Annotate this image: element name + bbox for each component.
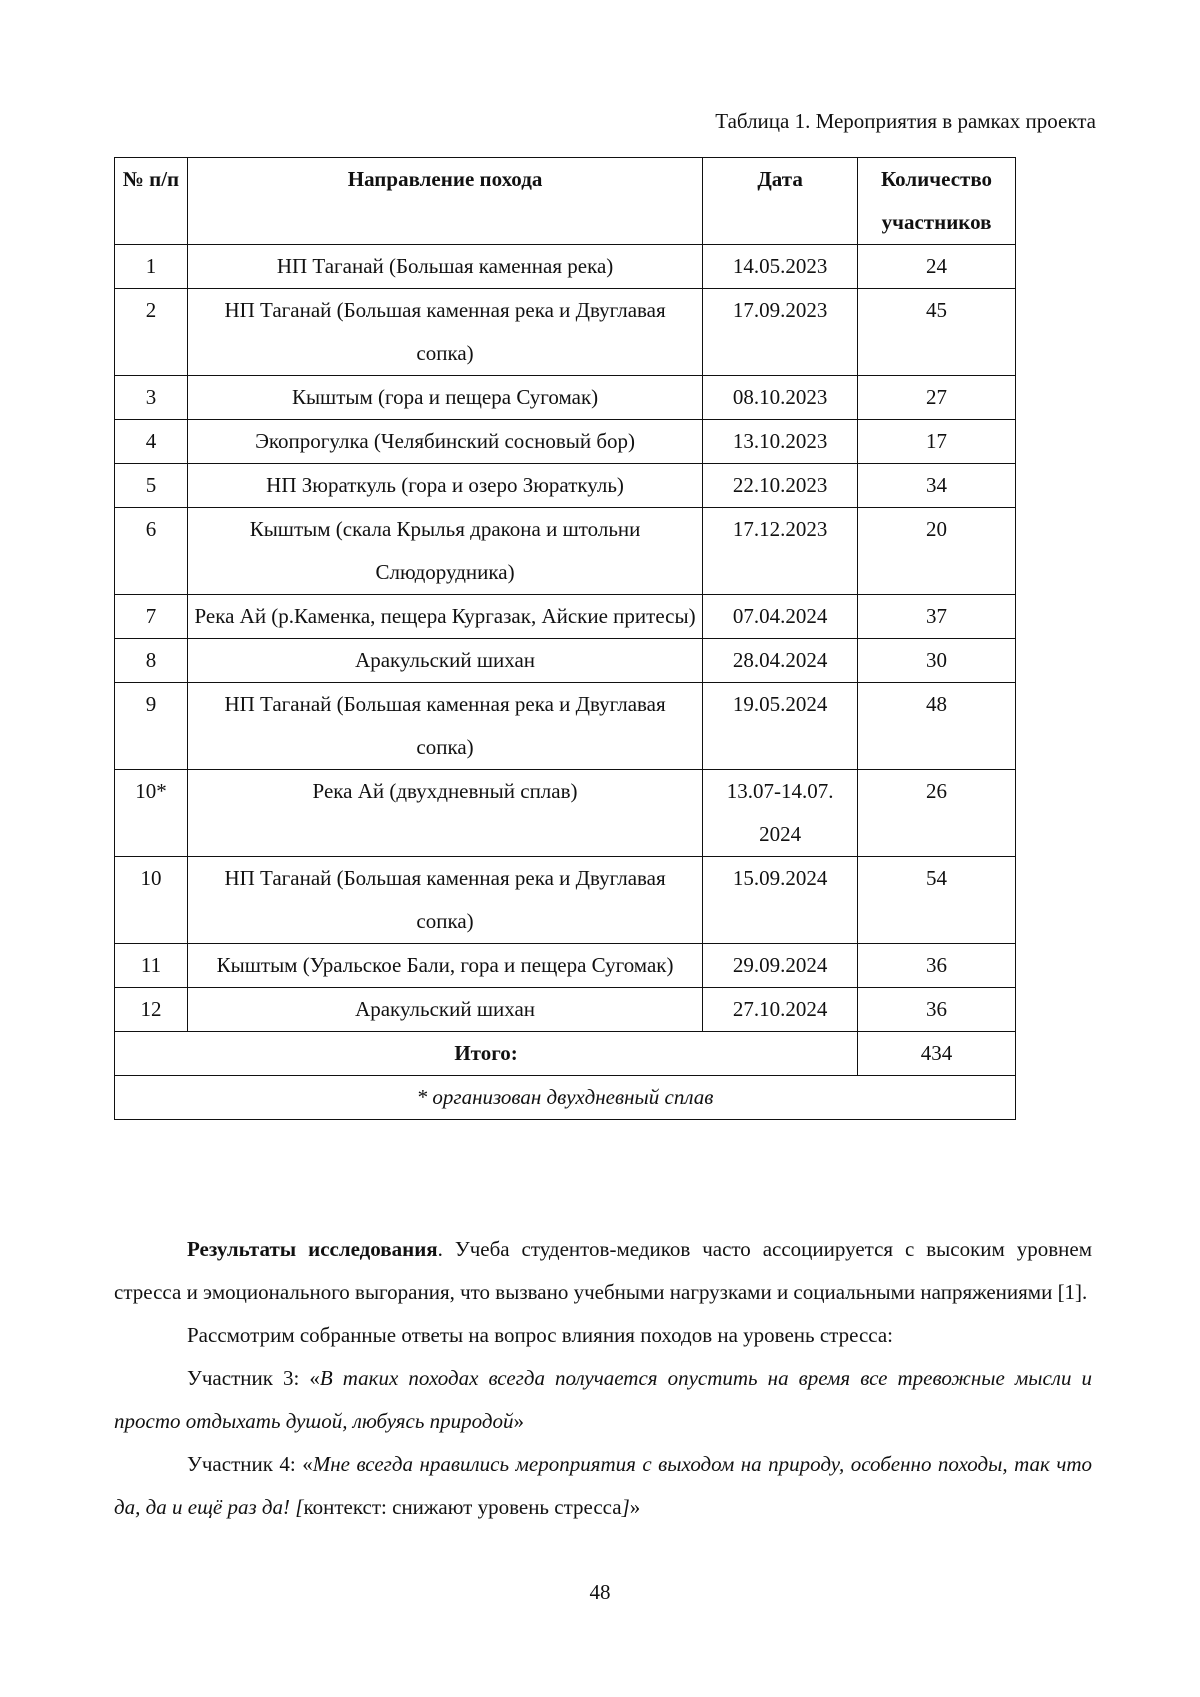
cell-num: 9 [115, 683, 188, 770]
cell-date: 13.07-14.07. 2024 [703, 770, 858, 857]
table-row [115, 464, 1016, 508]
cell-count: 20 [858, 508, 1016, 595]
table-row [115, 683, 1016, 770]
cell-direction: НП Зюраткуль (гора и озеро Зюраткуль) [187, 464, 702, 508]
total-label: Итого: [115, 1032, 858, 1076]
cell-date: 19.05.2024 [703, 683, 858, 770]
footnote-row [115, 1076, 1016, 1120]
cell-direction: Аракульский шихан [187, 639, 702, 683]
cell-direction: НП Таганай (Большая каменная река и Двуглавая сопка) [187, 683, 702, 770]
cell-date: 13.10.2023 [703, 420, 858, 464]
total-row [115, 1032, 1016, 1076]
cell-count: 24 [858, 245, 1016, 289]
cell-direction: Кыштым (скала Крылья дракона и штольни Слюдорудника) [187, 508, 702, 595]
table-row [115, 376, 1016, 420]
cell-direction: НП Таганай (Большая каменная река и Двуглавая сопка) [187, 289, 702, 376]
table-row [115, 595, 1016, 639]
cell-count: 27 [858, 376, 1016, 420]
cell-count: 34 [858, 464, 1016, 508]
table-row [115, 988, 1016, 1032]
table-footnote: * организован двухдневный сплав [115, 1076, 1016, 1120]
cell-num: 8 [115, 639, 188, 683]
cell-date: 07.04.2024 [703, 595, 858, 639]
cell-count: 36 [858, 944, 1016, 988]
table-row [115, 289, 1016, 376]
table-caption: Таблица 1. Мероприятия в рамках проекта [715, 109, 1096, 133]
header-num: № п/п [115, 158, 188, 245]
cell-date: 08.10.2023 [703, 376, 858, 420]
cell-direction: Экопрогулка (Челябинский сосновый бор) [187, 420, 702, 464]
quote-participant-3 [114, 1357, 1092, 1443]
cell-num: 2 [115, 289, 188, 376]
body-text [114, 1228, 1092, 1529]
header-date: Дата [703, 158, 858, 245]
cell-count: 30 [858, 639, 1016, 683]
cell-count: 54 [858, 857, 1016, 944]
cell-date: 17.09.2023 [703, 289, 858, 376]
cell-direction: Кыштым (гора и пещера Сугомак) [187, 376, 702, 420]
header-direction: Направление похода [187, 158, 702, 245]
cell-count: 26 [858, 770, 1016, 857]
table-row [115, 420, 1016, 464]
quote2-speaker: Участник 4: « [187, 1452, 313, 1476]
cell-num: 11 [115, 944, 188, 988]
cell-num: 1 [115, 245, 188, 289]
header-count: Количество участников [858, 158, 1016, 245]
cell-direction: НП Таганай (Большая каменная река и Двуглавая сопка) [187, 857, 702, 944]
total-value: 434 [858, 1032, 1016, 1076]
table-row [115, 944, 1016, 988]
cell-num: 6 [115, 508, 188, 595]
results-heading: Результаты исследования [187, 1237, 438, 1261]
cell-count: 36 [858, 988, 1016, 1032]
cell-num: 10* [115, 770, 188, 857]
cell-num: 5 [115, 464, 188, 508]
results-text: . Учеба студентов-медиков часто ассоциируется с высоким уровнем стресса и эмоционального выгорания, что вызвано учебными нагрузками и социальными напряжениями [1]. [114, 1237, 1092, 1304]
cell-num: 10 [115, 857, 188, 944]
table-row [115, 508, 1016, 595]
page-number: 48 [589, 1580, 611, 1604]
cell-date: 27.10.2024 [703, 988, 858, 1032]
table-header-row [115, 158, 1016, 245]
quote2-close-bracket: ] [621, 1495, 630, 1519]
cell-date: 14.05.2023 [703, 245, 858, 289]
table-row [115, 857, 1016, 944]
events-table [114, 157, 1016, 1120]
cell-date: 28.04.2024 [703, 639, 858, 683]
cell-direction: Река Ай (р.Каменка, пещера Кургазак, Айские притесы) [187, 595, 702, 639]
cell-count: 17 [858, 420, 1016, 464]
cell-date: 15.09.2024 [703, 857, 858, 944]
cell-count: 37 [858, 595, 1016, 639]
quote2-text: Мне всегда нравились мероприятия с выходом на природу, особенно походы, так что да, да и ещё раз да! [ [114, 1452, 1093, 1519]
table-row [115, 639, 1016, 683]
cell-direction: Аракульский шихан [187, 988, 702, 1032]
quote2-context: контекст: снижают уровень стресса [303, 1495, 622, 1519]
cell-date: 17.12.2023 [703, 508, 858, 595]
cell-direction: НП Таганай (Большая каменная река) [187, 245, 702, 289]
table-row [115, 245, 1016, 289]
cell-direction: Река Ай (двухдневный сплав) [187, 770, 702, 857]
cell-num: 4 [115, 420, 188, 464]
cell-direction: Кыштым (Уральское Бали, гора и пещера Сугомак) [187, 944, 702, 988]
quote2-close: » [629, 1495, 641, 1519]
quote1-text: В таких походах всегда получается опустить на время все тревожные мысли и просто отдыхать душой, любуясь природой [114, 1366, 1093, 1433]
cell-date: 29.09.2024 [703, 944, 858, 988]
quote1-speaker: Участник 3: « [187, 1366, 320, 1390]
cell-count: 48 [858, 683, 1016, 770]
results-paragraph [114, 1228, 1092, 1314]
cell-num: 3 [115, 376, 188, 420]
cell-num: 12 [115, 988, 188, 1032]
table-row [115, 770, 1016, 857]
cell-date: 22.10.2023 [703, 464, 858, 508]
intro-paragraph: Рассмотрим собранные ответы на вопрос влияния походов на уровень стресса: [187, 1323, 894, 1347]
quote-participant-4 [114, 1443, 1092, 1529]
cell-count: 45 [858, 289, 1016, 376]
quote1-close: » [513, 1409, 524, 1433]
cell-num: 7 [115, 595, 188, 639]
